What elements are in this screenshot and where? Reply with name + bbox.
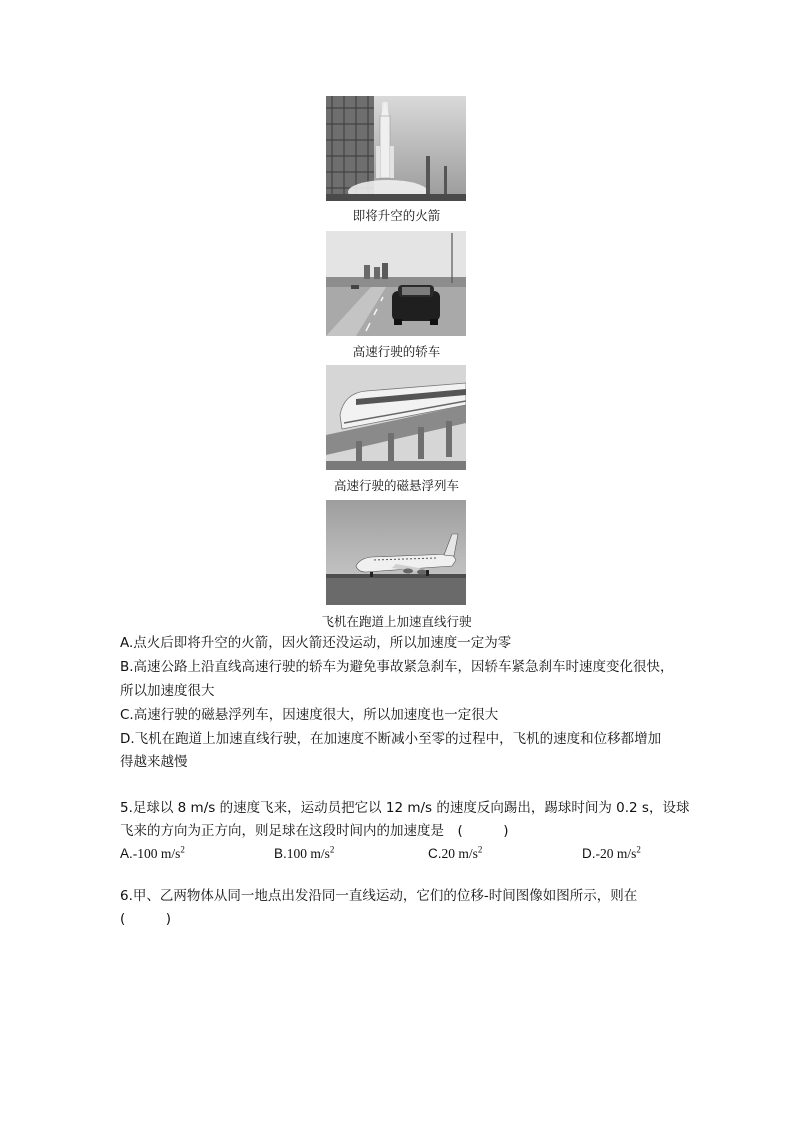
airplane-image xyxy=(326,500,466,605)
maglev-caption: 高速行驶的磁悬浮列车 xyxy=(333,478,459,493)
rocket-image xyxy=(326,96,466,201)
q4-option-b: B.高速公路上沿直线高速行驶的轿车为避免事故紧急刹车，因轿车紧急刹车时速度变化很快， xyxy=(120,659,674,675)
sedan-caption: 高速行驶的轿车 xyxy=(352,344,441,359)
q4-option-a: A.点火后即将升空的火箭，因火箭还没运动，所以加速度一定为零 xyxy=(120,635,512,651)
q4-option-d: D.飞机在跑道上加速直线行驶，在加速度不断减小至零的过程中，飞机的速度和位移都增加 xyxy=(120,731,662,747)
rocket-caption: 即将升空的火箭 xyxy=(352,208,441,223)
q6-stem-line1: 6.甲、乙两物体从同一地点出发沿同一直线运动，它们的位移-时间图像如图所示，则在 xyxy=(120,888,638,904)
q4-option-d-cont: 得越来越慢 xyxy=(120,754,188,770)
sedan-image xyxy=(326,231,466,336)
q5-stem-line2: 飞来的方向为正方向，则足球在这段时间内的加速度是 ( ) xyxy=(120,823,509,839)
q5-option-a: A.-100 $m/s^2$ xyxy=(120,844,185,861)
q5-stem-line1: 5.足球以 8 m/s 的速度飞来，运动员把它以 12 m/s 的速度反向踢出，踢球时间为 0.2 s，设球 xyxy=(120,800,690,816)
q5-option-c: C.20 $m/s^2$ xyxy=(428,844,483,861)
maglev-image xyxy=(326,365,466,470)
q4-option-c: C.高速行驶的磁悬浮列车，因速度很大，所以加速度也一定很大 xyxy=(120,707,499,723)
q5-option-d: D.-20 $m/s^2$ xyxy=(582,844,641,861)
q5-option-b: B.100 $m/s^2$ xyxy=(274,844,335,861)
q4-option-b-cont: 所以加速度很大 xyxy=(120,683,215,699)
airplane-caption: 飞机在跑道上加速直线行驶 xyxy=(321,614,472,629)
q6-stem-line2: ( ) xyxy=(120,911,172,927)
